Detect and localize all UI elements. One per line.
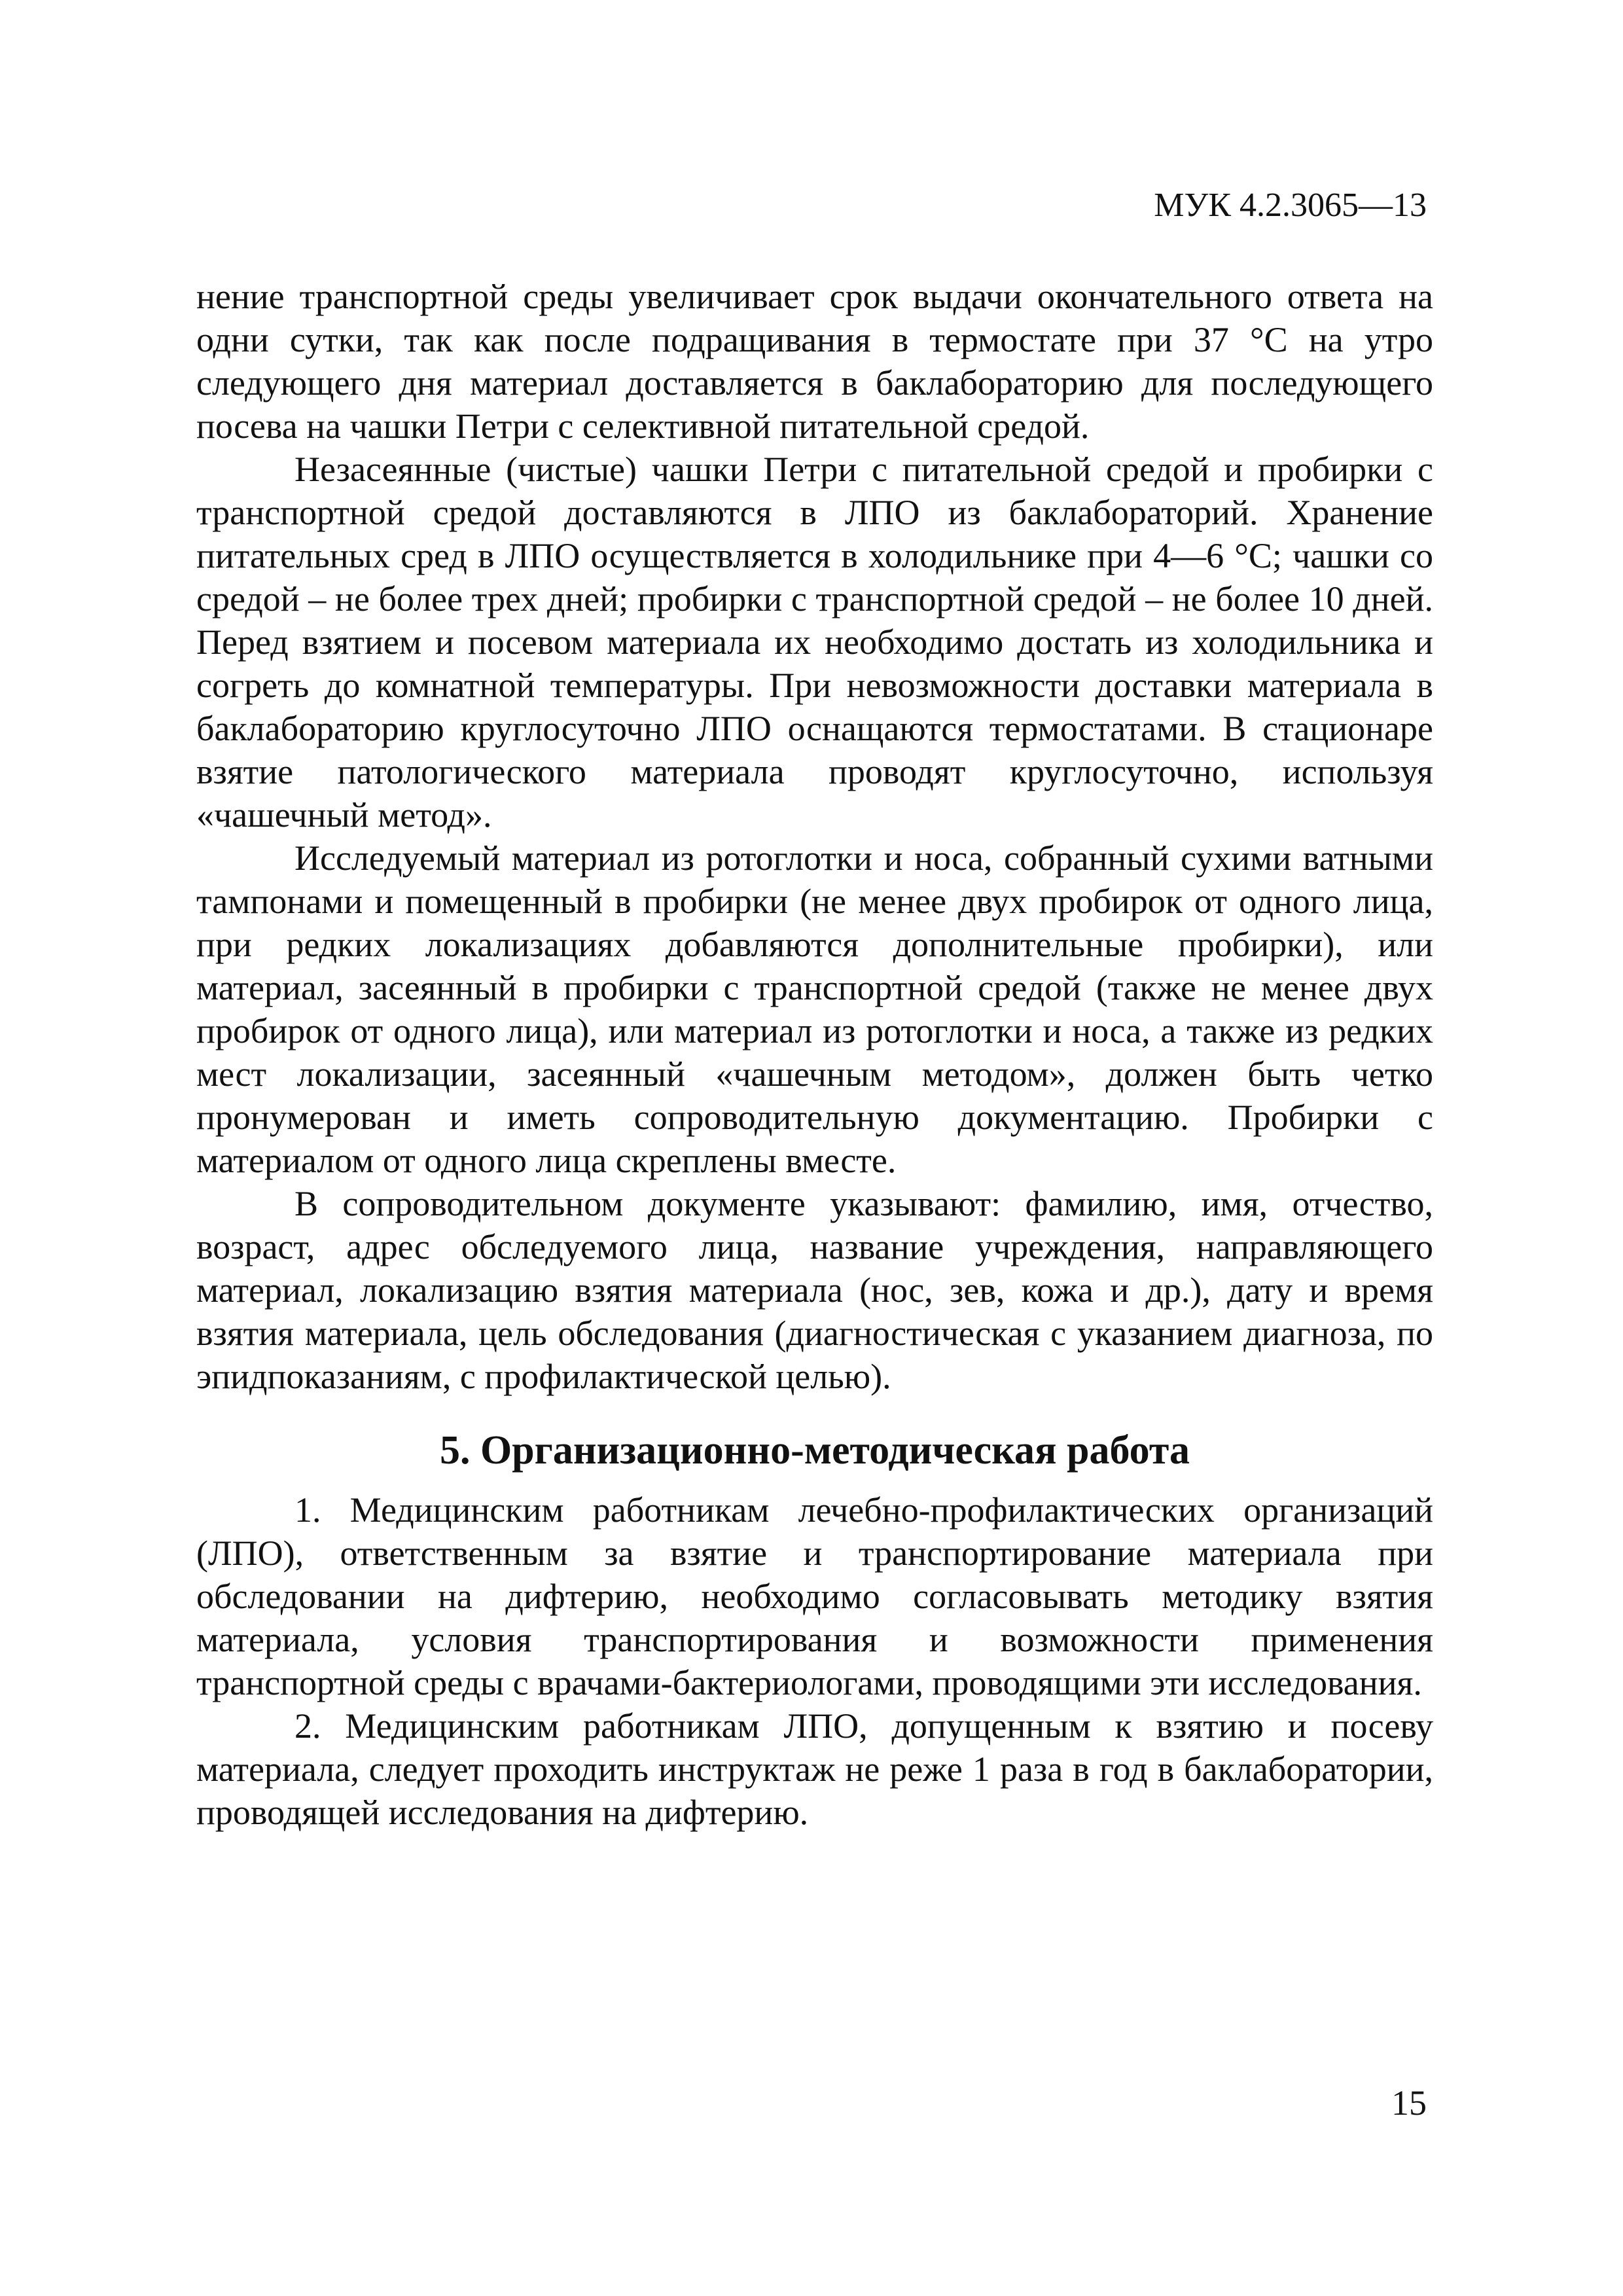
- section-heading: 5. Организационно-методическая работа: [439, 1428, 1190, 1473]
- running-header-doc-code: МУК 4.2.3065—13: [1154, 187, 1427, 224]
- page-number: 15: [1391, 2083, 1427, 2123]
- paragraph-accompanying-document: В сопроводительном документе указывают: фамилию, имя, отчество, возраст, адрес обследуемого лица, название учреждения, направляющего материал, локализацию взятия материала (нос, зев, кожа и др.), дату и время взятия материала, цель обследования (диагностическая с указанием диагноза, по эпидпоказаниям, с профилактической целью).: [196, 1184, 1433, 1396]
- paragraph-item-1: 1. Медицинским работникам лечебно-профилактических организаций (ЛПО), ответственным за взятие и транспортирование материала при обследовании на дифтерию, необходимо согласовывать методику взятия материала, условия транспортирования и возможности применения транспортной среды с врачами-бактериологами, проводящими эти исследования.: [196, 1490, 1433, 1702]
- paragraph-material-labeling: Исследуемый материал из ротоглотки и носа, собранный сухими ватными тампонами и помещенный в пробирки (не менее двух пробирок от одного лица, при редких локализациях добавляются дополнительные пробирки), или материал, засеянный в пробирки с транспортной средой (также не менее двух пробирок от одного лица), или материал из ротоглотки и носа, а также из редких мест локализации, засеянный «чашечным методом», должен быть четко пронумерован и иметь сопроводительную документацию. Пробирки с материалом от одного лица скреплены вместе.: [196, 838, 1433, 1180]
- paragraph-item-2: 2. Медицинским работникам ЛПО, допущенным к взятию и посеву материала, следует проходить инструктаж не реже 1 раза в год в баклаборатории, проводящей исследования на дифтерию.: [196, 1706, 1433, 1832]
- page-body: [196, 275, 1433, 1834]
- paragraph-storage: Незасеянные (чистые) чашки Петри с питательной средой и пробирки с транспортной средой доставляются в ЛПО из баклабораторий. Хранение питательных сред в ЛПО осуществляется в холодильнике при 4—6 °С; чашки со средой – не более трех дней; пробирки с транспортной средой – не более 10 дней. Перед взятием и посевом материала их необходимо достать из холодильника и согреть до комнатной температуры. При невозможности доставки материала в баклабораторию круглосуточно ЛПО оснащаются термостатами. В стационаре взятие патологического материала проводят круглосуточно, используя «чашечный метод».: [196, 450, 1433, 834]
- paragraph-continuation: нение транспортной среды увеличивает срок выдачи окончательного ответа на одни сутки, так как после подращивания в термостате при 37 °С на утро следующего дня материал доставляется в баклабораторию для последующего посева на чашки Петри с селективной питательной средой.: [196, 277, 1433, 446]
